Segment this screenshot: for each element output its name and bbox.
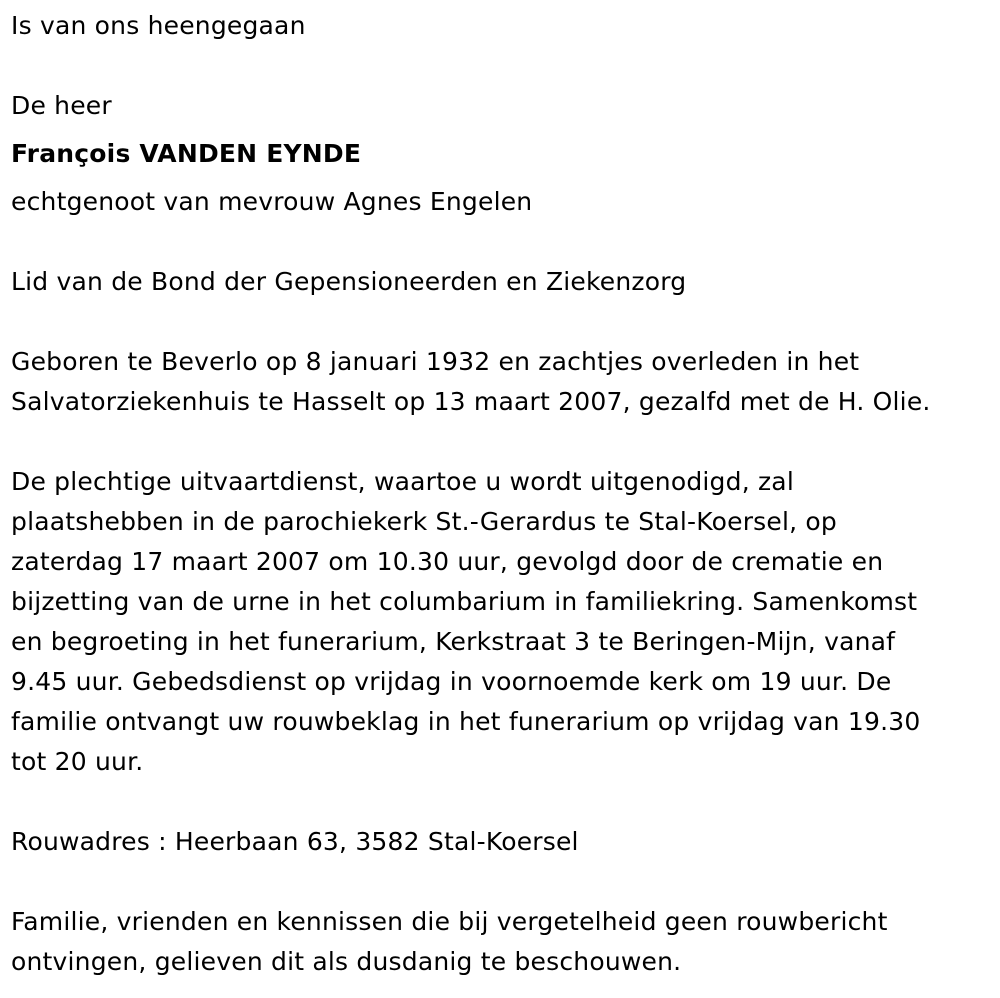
- paragraph-line: ontvingen, gelieven dit als dusdanig te beschouwen.: [11, 947, 682, 976]
- spacer: [11, 422, 991, 462]
- paragraph-line: Geboren te Beverlo op 8 januari 1932 en zachtjes overleden in het: [11, 347, 860, 376]
- spouse-line: echtgenoot van mevrouw Agnes Engelen: [11, 187, 533, 216]
- mourning-address: Rouwadres : Heerbaan 63, 3582 Stal-Koersel: [11, 827, 579, 856]
- honorific: De heer: [11, 91, 112, 120]
- paragraph-line: Familie, vrienden en kennissen die bij vergetelheid geen rouwbericht: [11, 907, 888, 936]
- deceased-name: François VANDEN EYNDE: [11, 139, 362, 168]
- paragraph-line: Salvatorziekenhuis te Hasselt op 13 maart 2007, gezalfd met de H. Olie.: [11, 387, 931, 416]
- paragraph-line: De plechtige uitvaartdienst, waartoe u wordt uitgenodigd, zal: [11, 467, 794, 496]
- spacer: [11, 222, 991, 262]
- closing-paragraph: [11, 902, 991, 982]
- birth-paragraph: [11, 342, 991, 422]
- paragraph-line: bijzetting van de urne in het columbarium in familiekring. Samenkomst: [11, 587, 918, 616]
- paragraph-line: tot 20 uur.: [11, 747, 144, 776]
- obituary-notice: [11, 6, 991, 982]
- paragraph-line: plaatshebben in de parochiekerk St.-Gerardus te Stal-Koersel, op: [11, 507, 837, 536]
- membership-line: Lid van de Bond der Gepensioneerden en Ziekenzorg: [11, 267, 687, 296]
- spacer: [11, 782, 991, 822]
- spacer: [11, 46, 991, 86]
- intro-line: Is van ons heengegaan: [11, 11, 306, 40]
- paragraph-line: 9.45 uur. Gebedsdienst op vrijdag in voornoemde kerk om 19 uur. De: [11, 667, 892, 696]
- paragraph-line: en begroeting in het funerarium, Kerkstraat 3 te Beringen-Mijn, vanaf: [11, 627, 896, 656]
- spacer: [11, 862, 991, 902]
- paragraph-line: zaterdag 17 maart 2007 om 10.30 uur, gevolgd door de crematie en: [11, 547, 884, 576]
- spacer: [11, 302, 991, 342]
- paragraph-line: familie ontvangt uw rouwbeklag in het funerarium op vrijdag van 19.30: [11, 707, 921, 736]
- service-paragraph: [11, 462, 991, 782]
